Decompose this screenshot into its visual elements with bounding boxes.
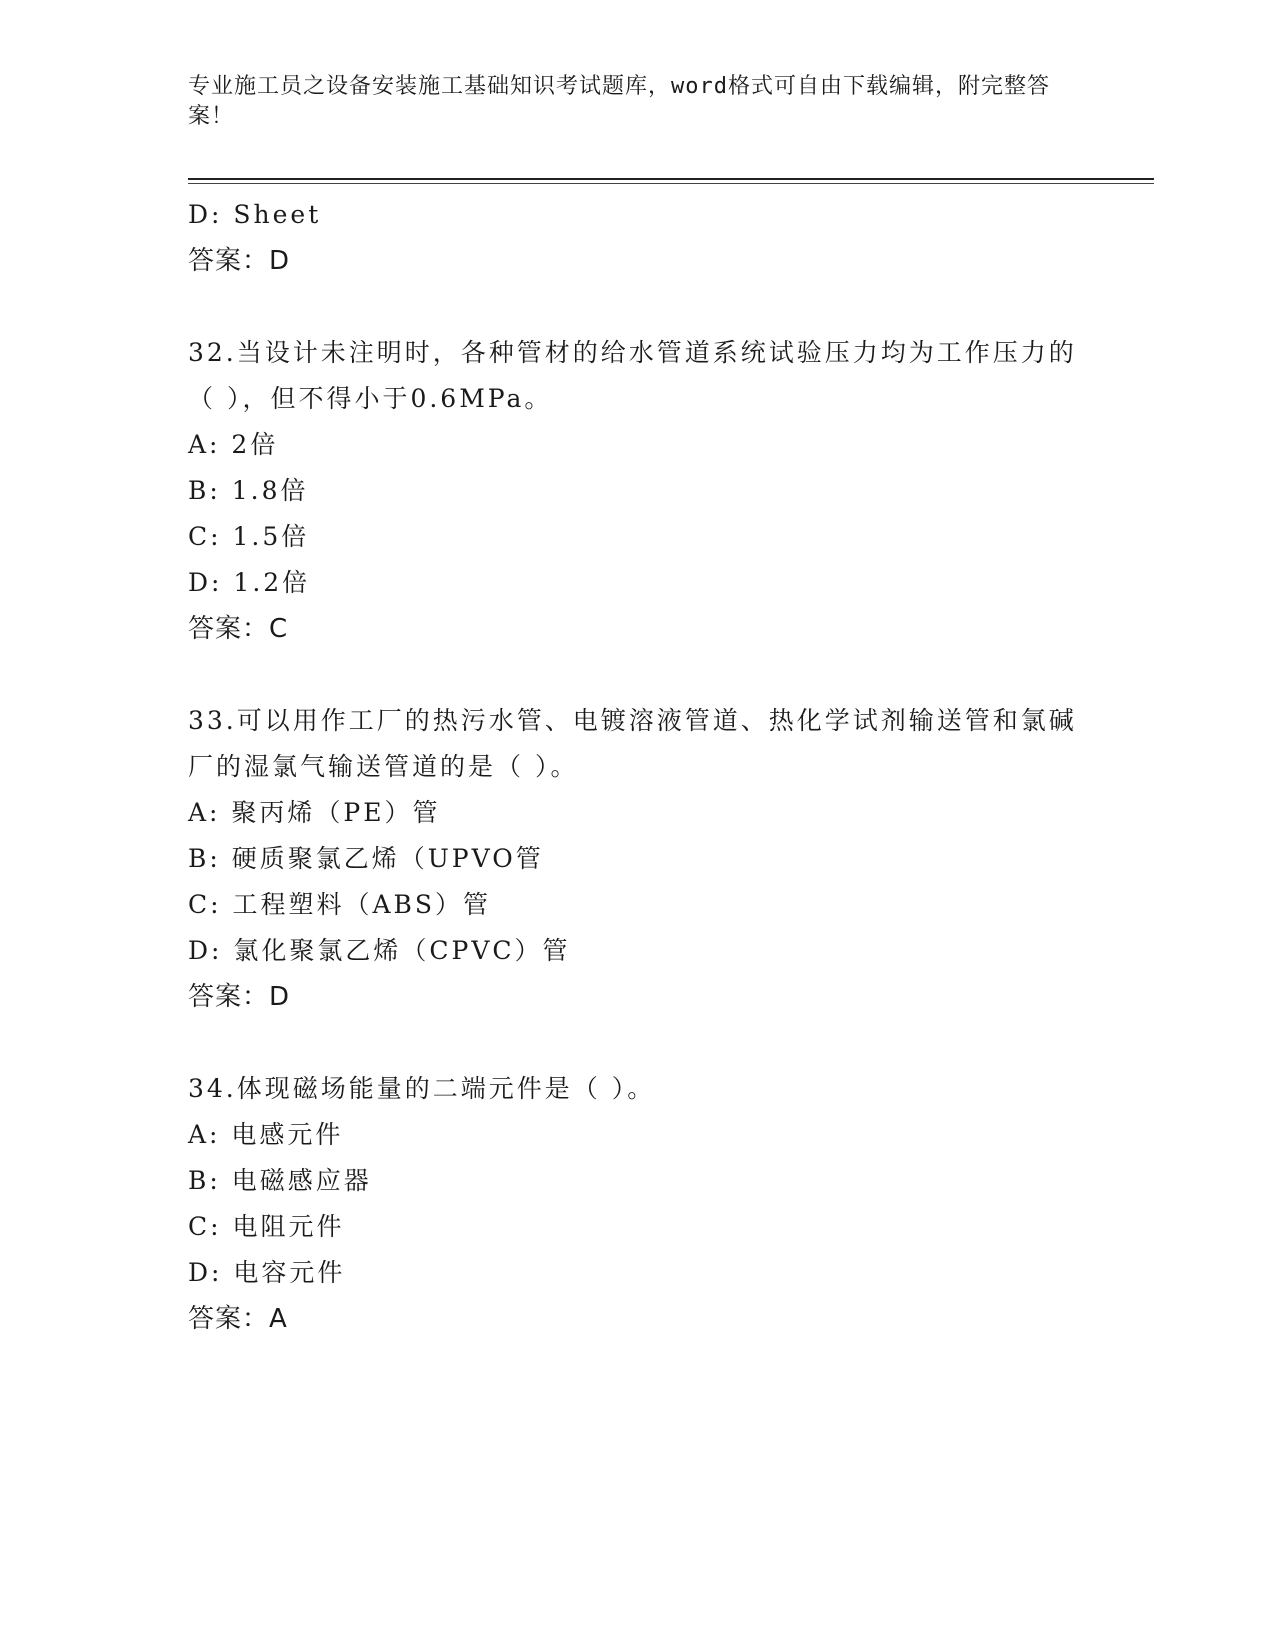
spacer xyxy=(188,1020,1088,1066)
question-text: 33.可以用作工厂的热污水管、电镀溶液管道、热化学试剂输送管和氯碱厂的湿氯气输送管道的是（ ）。 xyxy=(188,706,1077,781)
header-divider-thin xyxy=(188,183,1154,184)
option-d: D: 1.2倍 xyxy=(188,568,311,597)
answer: 答案：D xyxy=(188,982,291,1012)
question-34 xyxy=(188,1066,1088,1342)
option-a: A: 2倍 xyxy=(188,430,279,459)
option-d: D: 电容元件 xyxy=(188,1258,346,1287)
question-33 xyxy=(188,698,1088,1020)
option-c: C: 工程塑料（ABS）管 xyxy=(188,890,492,919)
option-a: A: 电感元件 xyxy=(188,1120,344,1149)
prev-option-d: D: Sheet xyxy=(188,200,322,229)
question-text: 34.体现磁场能量的二端元件是（ ）。 xyxy=(188,1074,656,1103)
option-c: C: 电阻元件 xyxy=(188,1212,345,1241)
header-divider xyxy=(188,178,1154,180)
question-32 xyxy=(188,330,1088,652)
option-a: A: 聚丙烯（PE）管 xyxy=(188,798,441,827)
option-b: B: 电磁感应器 xyxy=(188,1166,372,1195)
question-text: 32.当设计未注明时，各种管材的给水管道系统试验压力均为工作压力的（ ），但不得小于0.6MPa。 xyxy=(188,338,1077,413)
question-content xyxy=(188,192,1088,1342)
answer: 答案：C xyxy=(188,614,289,644)
option-b: B: 1.8倍 xyxy=(188,476,309,505)
page-header: 专业施工员之设备安装施工基础知识考试题库，word格式可自由下载编辑，附完整答案！ xyxy=(188,74,1050,129)
prev-answer: 答案：D xyxy=(188,246,291,276)
option-c: C: 1.5倍 xyxy=(188,522,310,551)
option-d: D: 氯化聚氯乙烯（CPVC）管 xyxy=(188,936,571,965)
spacer xyxy=(188,284,1088,330)
option-b: B: 硬质聚氯乙烯（UPVO管 xyxy=(188,844,544,873)
answer: 答案：A xyxy=(188,1304,288,1334)
spacer xyxy=(188,652,1088,698)
